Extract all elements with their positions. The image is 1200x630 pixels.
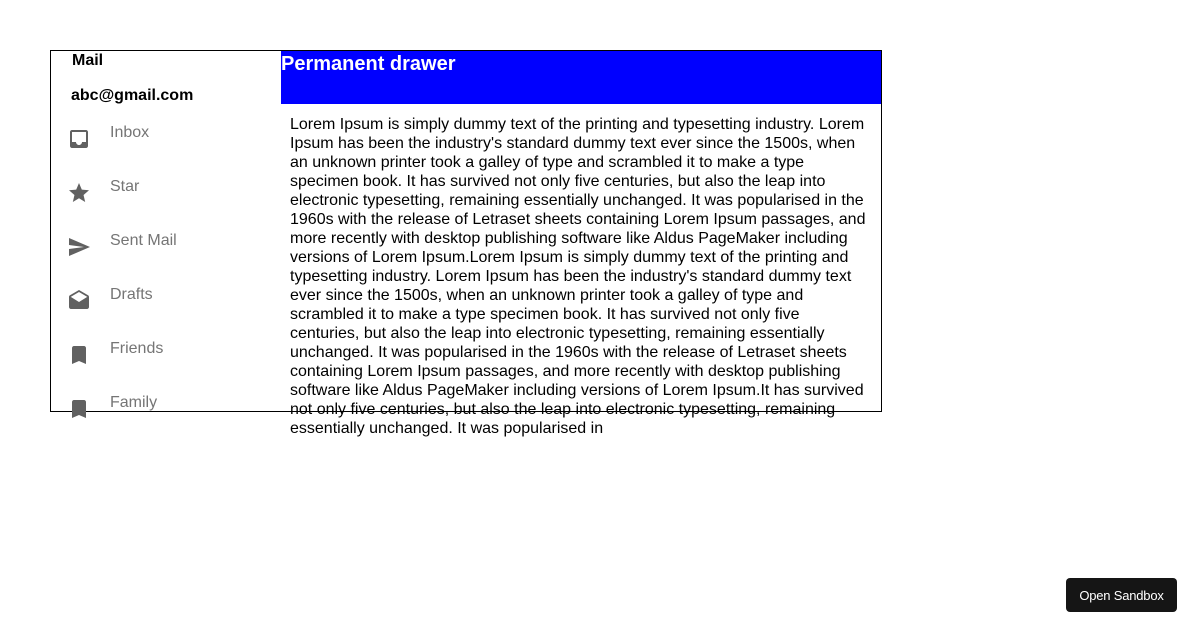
main-content <box>281 104 881 438</box>
main-area <box>281 51 881 437</box>
navigation-drawer <box>51 51 281 411</box>
nav-item-label: Inbox <box>110 124 150 141</box>
nav-item-label: Star <box>110 178 140 195</box>
nav-item-inbox[interactable] <box>51 111 281 165</box>
body-text: Lorem Ipsum is simply dummy text of the printing and typesetting industry. Lorem Ipsum has been the industry's standard dummy text ever since the 1500s, when an unknown printer took a galley of type and scrambled it to make a type specimen book. It has survived not only five centuries, but also the leap into electronic typesetting, remaining essentially unchanged. It was popularised in the 1960s with the release of Letraset sheets containing Lorem Ipsum passages, and more recently with desktop publishing software like Aldus PageMaker including versions of Lorem Ipsum.Lorem Ipsum is simply dummy text of the printing and typesetting industry. Lorem Ipsum has been the industry's standard dummy text ever since the 1500s, when an unknown printer took a galley of type and scrambled it to make a type specimen book. It has survived not only five centuries, but also the leap into electronic typesetting, remaining essentially unchanged. It was popularised in the 1960s with the release of Letraset sheets containing Lorem Ipsum passages, and more recently with desktop publishing software like Aldus PageMaker including versions of Lorem Ipsum.It has survived not only five centuries, but also the leap into electronic typesetting, remaining essentially unchanged. It was popularised in <box>290 116 866 437</box>
app-frame <box>50 50 882 437</box>
bookmark-icon <box>67 397 91 421</box>
page-title: Permanent drawer <box>281 53 456 75</box>
nav-item-label: Sent Mail <box>110 232 177 249</box>
open-sandbox-button[interactable]: Open Sandbox <box>1066 578 1177 612</box>
send-icon <box>67 235 91 259</box>
drawer-account-email: abc@gmail.com <box>71 87 194 104</box>
drawer-title: Mail <box>72 52 104 69</box>
drawer-header <box>51 51 281 106</box>
nav-item-label: Family <box>110 394 158 411</box>
app-bar <box>281 51 881 104</box>
nav-item-family[interactable] <box>51 381 281 435</box>
star-icon <box>67 181 91 205</box>
nav-item-label: Drafts <box>110 286 153 303</box>
drawer-nav-list <box>51 111 281 435</box>
bookmark-icon <box>67 343 91 367</box>
drafts-icon <box>67 289 91 313</box>
nav-item-sent-mail[interactable] <box>51 219 281 273</box>
nav-item-drafts[interactable] <box>51 273 281 327</box>
inbox-icon <box>67 127 91 151</box>
nav-item-star[interactable] <box>51 165 281 219</box>
nav-item-label: Friends <box>110 340 164 357</box>
nav-item-friends[interactable] <box>51 327 281 381</box>
